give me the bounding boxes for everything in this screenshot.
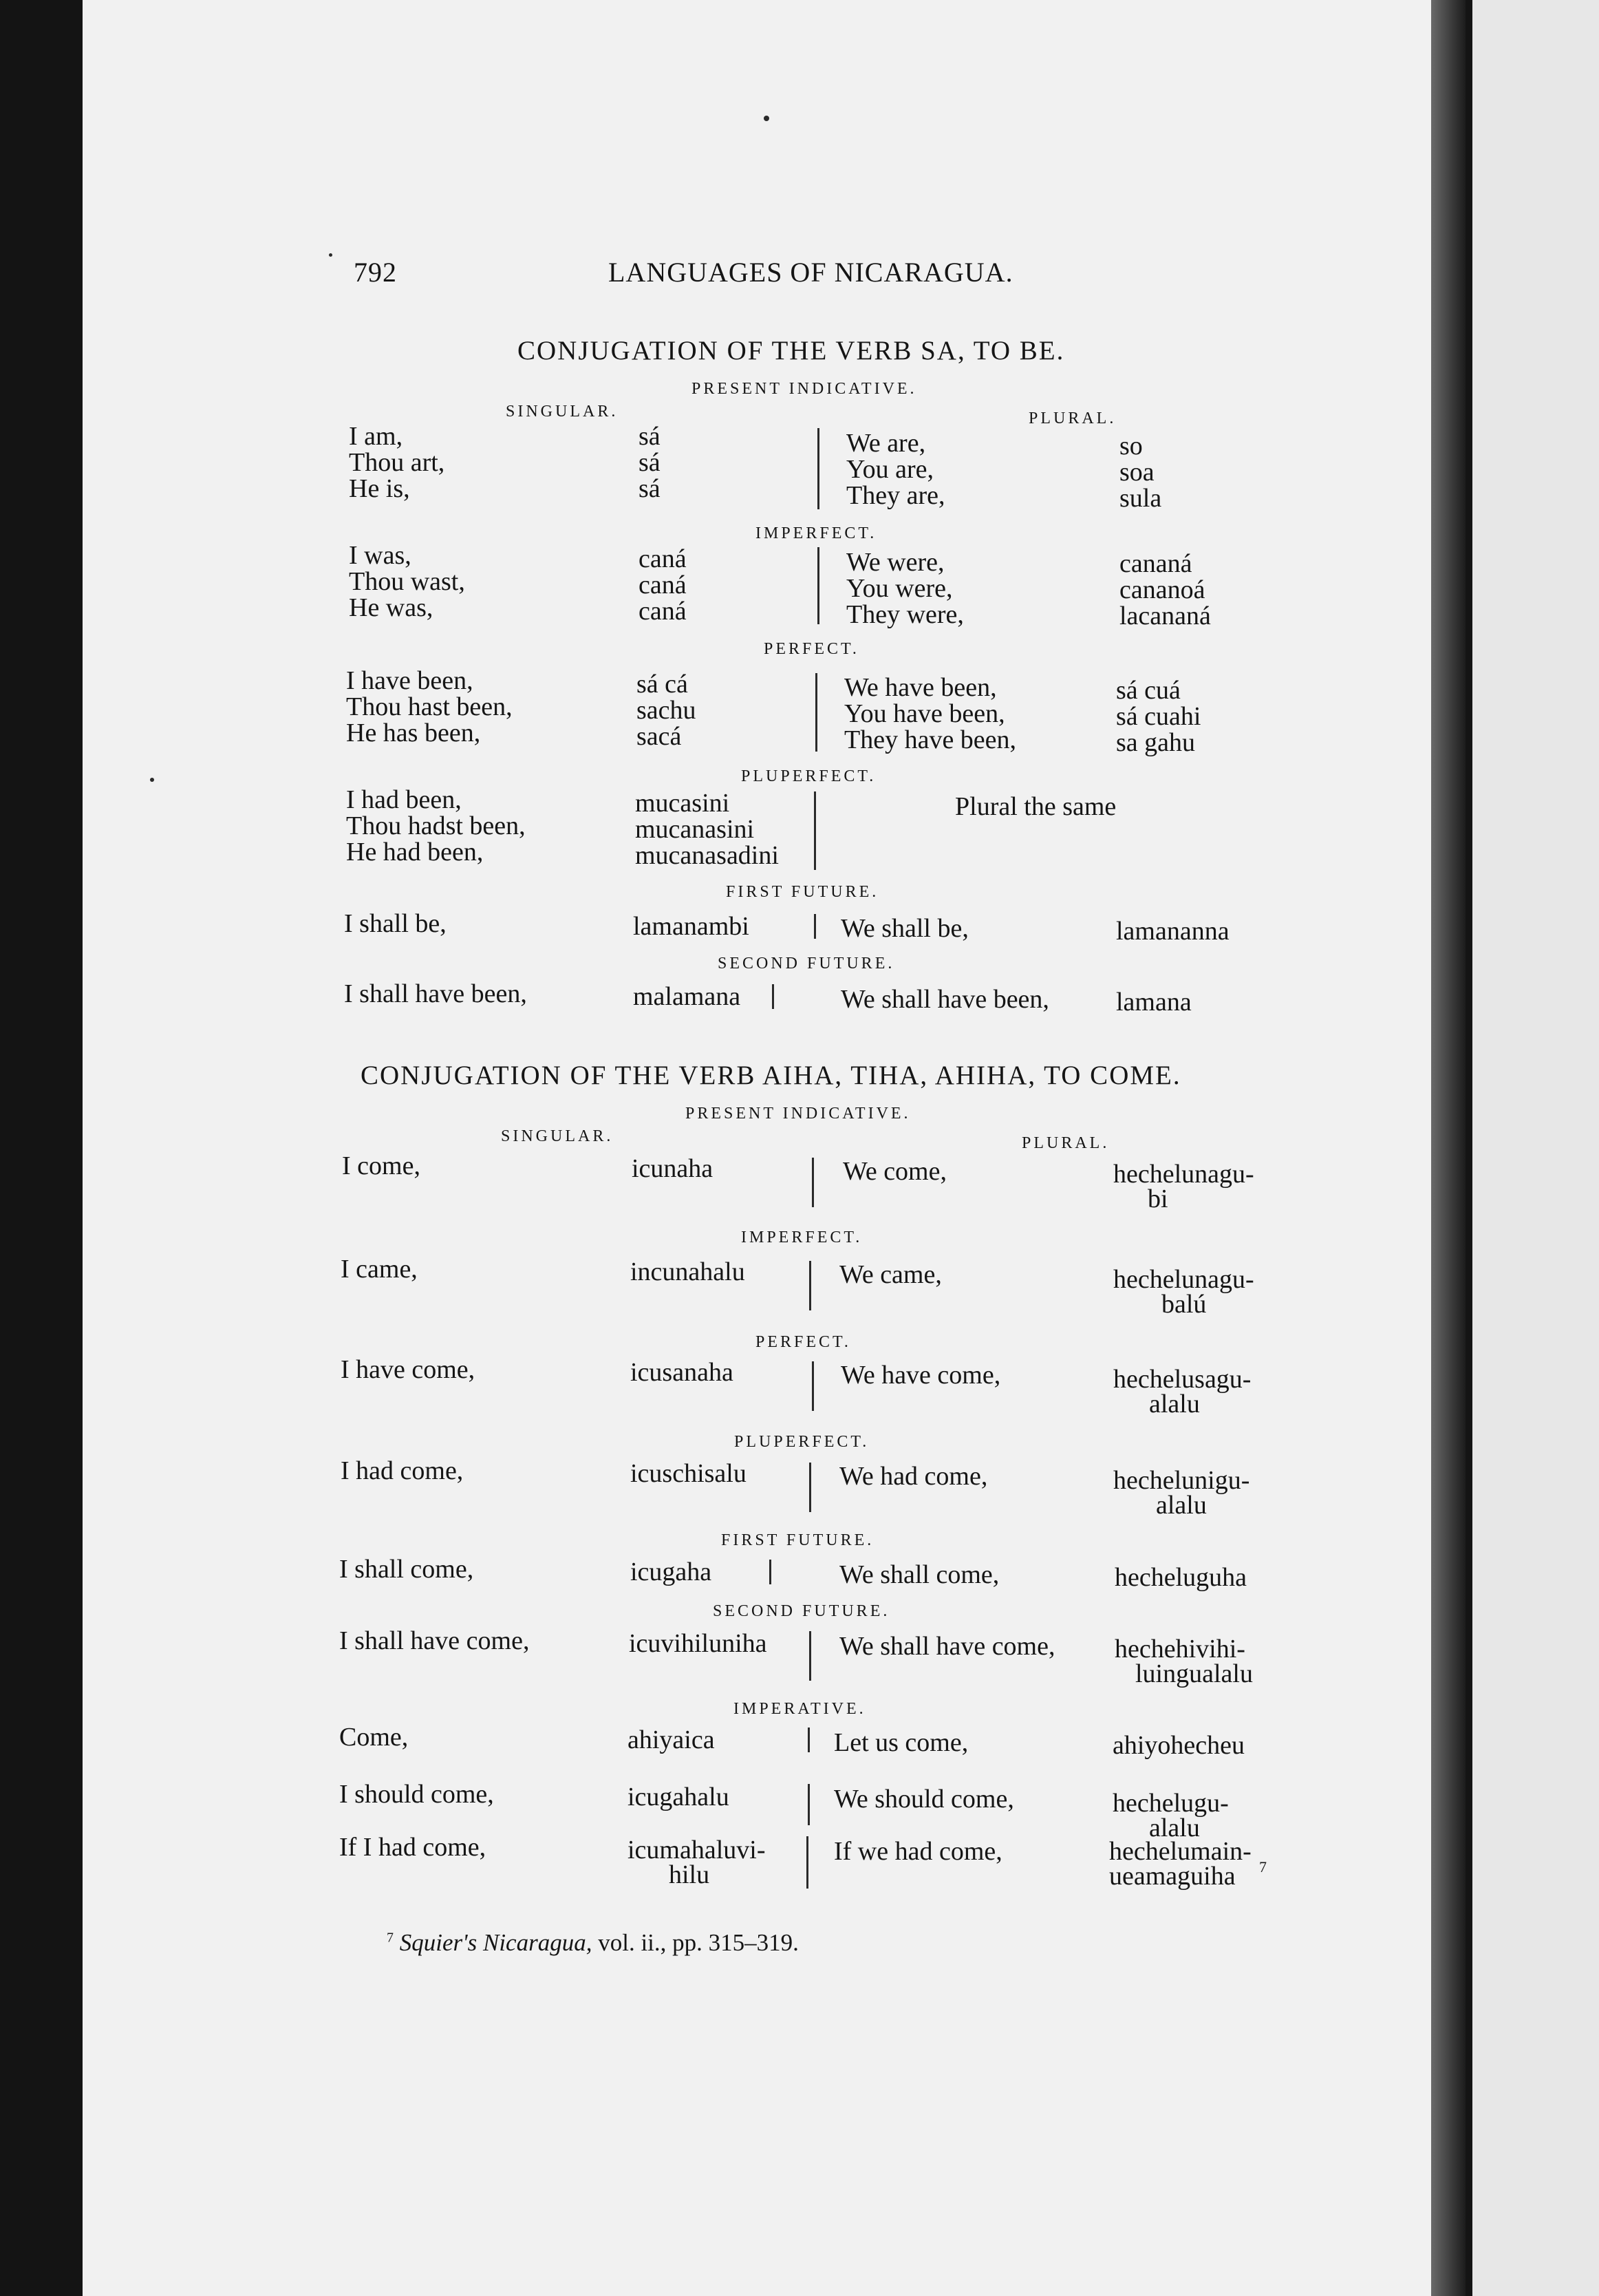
singular-english: I should come, (339, 1780, 494, 1809)
column-divider (812, 1361, 814, 1411)
column-divider (772, 984, 774, 1009)
singular-form: mucanasadini (635, 841, 779, 870)
singular-form: sá (638, 474, 661, 503)
heading-first-future: FIRST FUTURE. (721, 1531, 874, 1549)
footnote-citation: vol. ii., pp. 315–319. (598, 1929, 799, 1956)
singular-form: lamanambi (633, 912, 749, 941)
plural-label: PLURAL. (1029, 410, 1117, 427)
heading-present-indicative: PRESENT INDICATIVE. (691, 380, 917, 398)
singular-form: incunahalu (630, 1257, 745, 1286)
heading-imperative: IMPERATIVE. (733, 1700, 866, 1718)
plural-english: You have been, (844, 699, 1005, 728)
singular-english: He is, (349, 474, 410, 503)
plural-english: We shall be, (841, 914, 969, 943)
column-divider (769, 1560, 771, 1584)
plural-english: We have been, (844, 673, 997, 702)
singular-english: I shall come, (339, 1555, 474, 1584)
column-divider (815, 673, 817, 752)
singular-label: SINGULAR. (501, 1127, 614, 1145)
plural-form: lamananna (1116, 917, 1230, 946)
plural-english: We were, (846, 548, 945, 577)
plural-english: If we had come, (834, 1837, 1002, 1866)
plural-same-note: Plural the same (955, 792, 1117, 821)
plural-english: You are, (846, 455, 934, 484)
adjacent-page-edge (1472, 0, 1599, 2296)
column-divider (817, 547, 819, 624)
plural-form: hechehivihi- (1115, 1635, 1245, 1663)
column-divider (809, 1463, 811, 1512)
section-title-sa: CONJUGATION OF THE VERB SA, TO BE. (517, 336, 1065, 365)
plural-form: sula (1119, 484, 1162, 513)
column-divider (817, 428, 819, 509)
plural-english: We have come, (841, 1361, 1001, 1390)
plural-english: We came, (839, 1260, 942, 1289)
singular-form-continuation: hilu (669, 1860, 710, 1889)
singular-form: ahiyaica (627, 1725, 715, 1754)
singular-form: mucanasini (635, 815, 755, 844)
plural-english: They were, (846, 600, 964, 629)
plural-form: soa (1119, 458, 1155, 487)
print-speck (764, 116, 769, 121)
page-number: 792 (354, 257, 397, 288)
singular-english: If I had come, (339, 1833, 486, 1862)
singular-form: icumahaluvi- (627, 1836, 766, 1864)
heading-second-future: SECOND FUTURE. (713, 1602, 890, 1620)
plural-form: sa gahu (1116, 728, 1196, 757)
heading-first-future: FIRST FUTURE. (726, 883, 879, 901)
singular-english: I had been, (346, 785, 462, 814)
plural-form: cananá (1119, 549, 1192, 578)
column-divider (808, 1728, 810, 1752)
plural-form: hechelunagu- (1113, 1160, 1254, 1189)
column-divider (808, 1784, 810, 1825)
plural-english: We shall come, (839, 1560, 1000, 1589)
singular-english: I shall have been, (344, 979, 527, 1008)
footnote-work-title: Squier's Nicaragua, (399, 1929, 592, 1956)
plural-english: We come, (843, 1157, 947, 1186)
singular-english: He was, (349, 593, 433, 622)
plural-form: cananoá (1119, 575, 1205, 604)
plural-english: They are, (846, 481, 945, 510)
singular-form: malamana (633, 982, 741, 1011)
singular-english: I shall have come, (339, 1626, 530, 1655)
plural-english: We had come, (839, 1462, 988, 1491)
singular-form: sachu (636, 696, 696, 725)
plural-form: ahiyohecheu (1113, 1731, 1245, 1760)
singular-english: I have been, (346, 666, 473, 695)
plural-english: We should come, (834, 1785, 1014, 1814)
singular-form: icunaha (632, 1154, 713, 1183)
singular-form: sá cá (636, 670, 688, 699)
print-speck (150, 778, 154, 782)
print-speck (329, 253, 332, 257)
plural-form-continuation: alalu (1149, 1390, 1200, 1418)
plural-label: PLURAL. (1022, 1134, 1110, 1152)
plural-form: so (1119, 432, 1143, 460)
plural-english: Let us come, (834, 1728, 969, 1757)
plural-english: We are, (846, 429, 926, 458)
plural-english: We shall have come, (839, 1632, 1055, 1661)
plural-form: lacananá (1119, 602, 1211, 630)
singular-label: SINGULAR. (506, 403, 619, 421)
plural-form-continuation: ueamaguiha (1109, 1862, 1236, 1891)
heading-perfect: PERFECT. (764, 640, 859, 658)
plural-english: You were, (846, 574, 953, 603)
singular-english: I am, (349, 422, 403, 451)
page-gutter (1431, 0, 1466, 2296)
plural-form: hechelunigu- (1113, 1466, 1250, 1495)
plural-form: hechelumain- (1109, 1837, 1252, 1866)
plural-english: They have been, (844, 725, 1017, 754)
singular-form: mucasini (635, 789, 730, 818)
heading-imperfect: IMPERFECT. (755, 524, 877, 542)
singular-english: He had been, (346, 838, 484, 867)
column-divider (806, 1836, 808, 1889)
running-title: LANGUAGES OF NICARAGUA. (608, 257, 1013, 288)
plural-form: hechelunagu- (1113, 1265, 1254, 1294)
singular-english: Come, (339, 1723, 409, 1752)
singular-form: sá (638, 448, 661, 477)
singular-form: sá (638, 422, 661, 451)
column-divider (814, 791, 816, 870)
heading-second-future: SECOND FUTURE. (718, 955, 895, 972)
plural-form-continuation: balú (1161, 1290, 1207, 1319)
column-divider (814, 914, 816, 939)
heading-pluperfect: PLUPERFECT. (734, 1433, 870, 1451)
singular-english: Thou hadst been, (346, 811, 526, 840)
singular-form: icuvihiluniha (629, 1629, 767, 1658)
singular-english: He has been, (346, 719, 481, 747)
plural-form-continuation: bi (1148, 1184, 1168, 1213)
singular-english: I came, (341, 1255, 418, 1284)
singular-form: caná (638, 597, 687, 626)
plural-form: sá cuahi (1116, 702, 1201, 731)
heading-perfect: PERFECT. (755, 1333, 851, 1351)
singular-form: sacá (636, 722, 682, 751)
singular-form: caná (638, 544, 687, 573)
heading-imperfect: IMPERFECT. (741, 1229, 863, 1246)
footnote-marker: 7 (387, 1930, 394, 1946)
plural-form: hechelusagu- (1113, 1365, 1252, 1394)
singular-form: icuschisalu (630, 1459, 747, 1488)
plural-form-continuation: alalu (1149, 1814, 1200, 1842)
column-divider (812, 1158, 814, 1207)
heading-present-indicative: PRESENT INDICATIVE. (685, 1105, 911, 1123)
plural-form: hechelugu- (1113, 1789, 1229, 1818)
singular-form: icusanaha (630, 1358, 733, 1387)
plural-english: We shall have been, (841, 985, 1049, 1014)
singular-english: Thou art, (349, 448, 445, 477)
singular-form: caná (638, 571, 687, 599)
singular-form: icugaha (630, 1558, 712, 1586)
plural-form: lamana (1116, 988, 1192, 1017)
plural-form: sá cuá (1116, 676, 1181, 705)
singular-english: I had come, (341, 1456, 464, 1485)
singular-english: Thou wast, (349, 567, 465, 596)
singular-english: I have come, (341, 1355, 475, 1384)
plural-form: hecheluguha (1115, 1563, 1247, 1592)
column-divider (809, 1631, 811, 1681)
footnote-reference: 7 (1259, 1858, 1267, 1875)
plural-form-continuation: luingualalu (1135, 1659, 1253, 1688)
column-divider (809, 1261, 811, 1310)
singular-english: I was, (349, 541, 411, 570)
singular-english: I shall be, (344, 909, 447, 938)
singular-english: Thou hast been, (346, 692, 513, 721)
singular-english: I come, (342, 1151, 420, 1180)
heading-pluperfect: PLUPERFECT. (741, 767, 877, 785)
footnote (387, 1929, 799, 1957)
plural-form-continuation: alalu (1156, 1491, 1207, 1520)
section-title-aiha: CONJUGATION OF THE VERB AIHA, TIHA, AHIHA, TO COME. (361, 1061, 1181, 1090)
singular-form: icugahalu (627, 1783, 729, 1811)
